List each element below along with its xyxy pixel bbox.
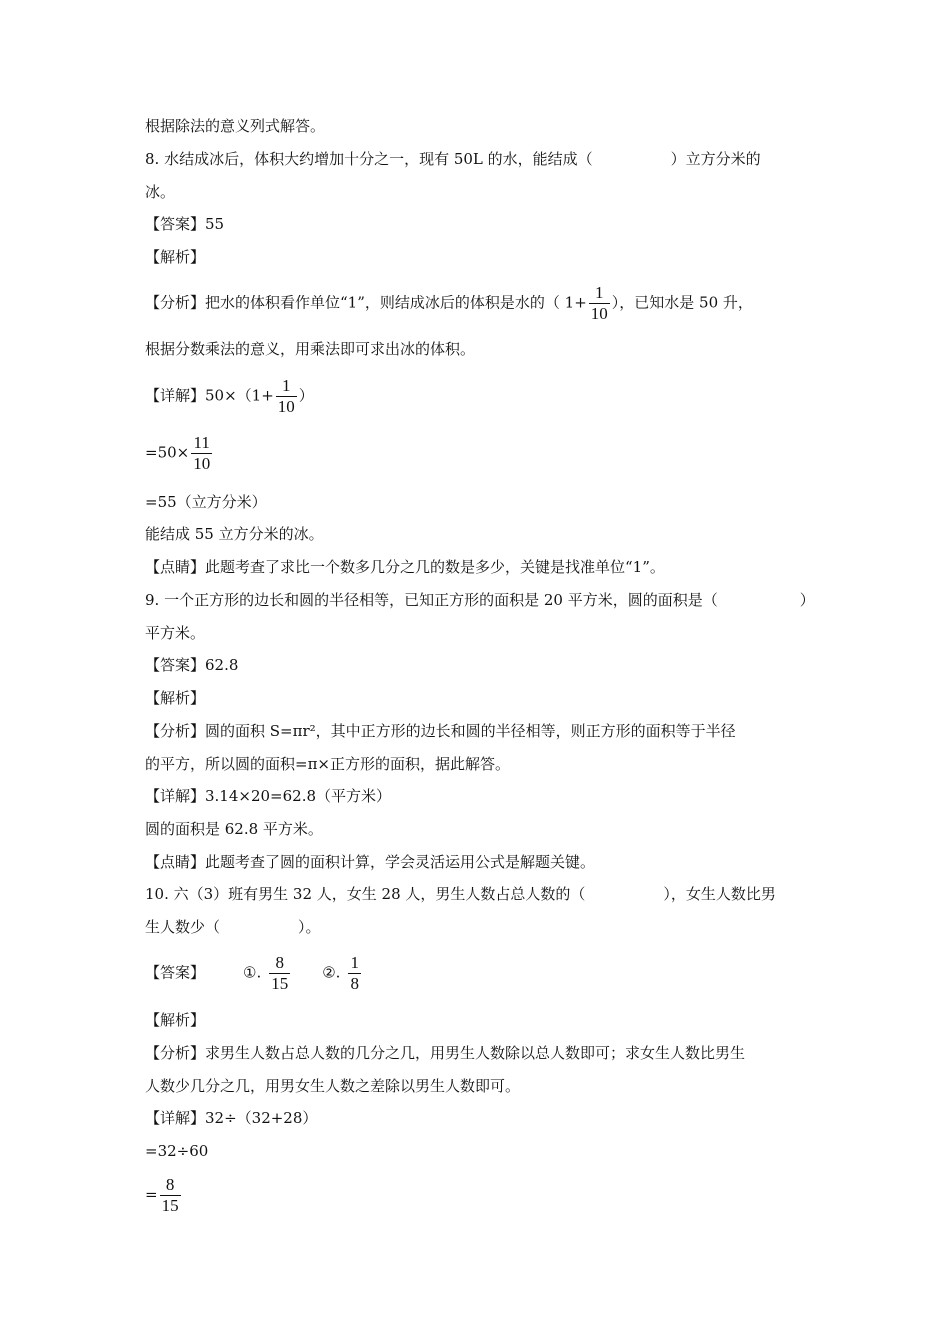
answer-line [145, 655, 238, 675]
fraction-one-tenth [589, 283, 610, 324]
text: 冰。 [145, 183, 176, 201]
analysis-line [145, 1043, 745, 1063]
detail-line [145, 786, 391, 806]
fraction-eight-fifteenths [269, 953, 290, 994]
text: 平方米。 [145, 624, 206, 642]
text: 9. 一个正方形的边长和圆的半径相等，已知正方形的面积是 20 平方米，圆的面积是（ [145, 591, 718, 609]
text: ），已知水是 50 升， [611, 293, 753, 312]
answer-line [145, 953, 363, 994]
text: ），女生人数比男 [663, 885, 776, 903]
text: 人数少几分之几，用男女生人数之差除以男生人数即可。 [145, 1077, 521, 1095]
denominator: 10 [193, 454, 211, 473]
answer-marker: ①. [243, 963, 262, 982]
text: =32÷60 [145, 1142, 209, 1160]
text: = [145, 1185, 158, 1204]
detail-step [145, 433, 214, 474]
remark-line [145, 852, 595, 872]
text: 8. 水结成冰后，体积大约增加十分之一，现有 50L 的水，能结成（ [145, 150, 593, 168]
text: 【详解】3.14×20=62.8（平方米） [145, 787, 392, 805]
text: 【分析】求男生人数占总人数的几分之几，用男生人数除以总人数即可；求女生人数比男生 [145, 1044, 746, 1062]
question-9-line [145, 590, 815, 610]
remark-line [145, 557, 665, 577]
text: 【点睛】此题考查了圆的面积计算，学会灵活运用公式是解题关键。 [145, 853, 596, 871]
denominator: 15 [271, 974, 289, 993]
text: 【分析】圆的面积 S=πr²，其中正方形的边长和圆的半径相等，则正方形的面积等于半径 [145, 722, 736, 740]
answer-marker: ②. [322, 963, 341, 982]
text: 能结成 55 立方分米的冰。 [145, 525, 324, 543]
text: 【分析】把水的体积看作单位“1”，则结成冰后的体积是水的（ 1+ [145, 293, 587, 312]
text: 生人数少（ [145, 918, 221, 936]
text: =50× [145, 443, 190, 462]
question-8-line [145, 149, 761, 169]
denominator: 10 [590, 304, 608, 323]
analysis-line [145, 339, 475, 359]
text: 根据分数乘法的意义，用乘法即可求出冰的体积。 [145, 340, 476, 358]
denominator: 10 [277, 397, 295, 416]
detail-line [145, 376, 314, 417]
analysis-line [145, 721, 736, 741]
text: ） [799, 591, 815, 609]
fraction-one-eighth [348, 953, 361, 994]
text: 根据除法的意义列式解答。 [145, 117, 326, 135]
text: 【解析】 [145, 1011, 206, 1029]
detail-step [145, 492, 267, 512]
text: 【答案】62.8 [145, 656, 239, 674]
text: 【解析】 [145, 689, 206, 707]
denominator: 15 [161, 1196, 179, 1215]
text: ）立方分米的 [670, 150, 761, 168]
question-10-line [145, 917, 321, 937]
text: 【解析】 [145, 248, 206, 266]
analysis-line [145, 283, 753, 324]
fraction-eleven-tenths [191, 433, 212, 474]
question-10-line [145, 884, 776, 904]
analysis-line [145, 1076, 520, 1096]
text: 圆的面积是 62.8 平方米。 [145, 820, 323, 838]
detail-step [145, 1175, 183, 1216]
analysis-heading [145, 1010, 205, 1030]
detail-line [145, 1108, 317, 1128]
text: 【答案】55 [145, 215, 225, 233]
text: =55（立方分米） [145, 493, 267, 511]
text: 【详解】50×（1+ [145, 386, 274, 405]
conclusion-line [145, 819, 323, 839]
analysis-heading [145, 247, 205, 267]
numerator: 1 [276, 376, 297, 397]
question-8-line [145, 182, 175, 202]
text: 10. 六（3）班有男生 32 人，女生 28 人，男生人数占总人数的（ [145, 885, 586, 903]
numerator: 11 [191, 433, 212, 454]
analysis-line [145, 754, 510, 774]
numerator: 8 [160, 1175, 181, 1196]
conclusion-line [145, 524, 324, 544]
numerator: 1 [350, 953, 359, 972]
text: ）。 [298, 918, 321, 936]
numerator: 1 [589, 283, 610, 304]
text: 的平方，所以圆的面积=π×正方形的面积，据此解答。 [145, 755, 510, 773]
detail-step [145, 1141, 208, 1161]
text: ） [298, 386, 314, 405]
answer-line [145, 214, 224, 234]
text: 【点睛】此题考查了求比一个数多几分之几的数是多少，关键是找准单位“1”。 [145, 558, 665, 576]
text: 【答案】 [145, 963, 206, 982]
question-9-line [145, 623, 205, 643]
analysis-heading [145, 688, 205, 708]
numerator: 8 [269, 953, 290, 974]
text: 【详解】32÷（32+28） [145, 1109, 318, 1127]
text-line [145, 116, 325, 136]
fraction-one-tenth [276, 376, 297, 417]
denominator: 8 [350, 974, 359, 993]
fraction-eight-fifteenths [160, 1175, 181, 1216]
